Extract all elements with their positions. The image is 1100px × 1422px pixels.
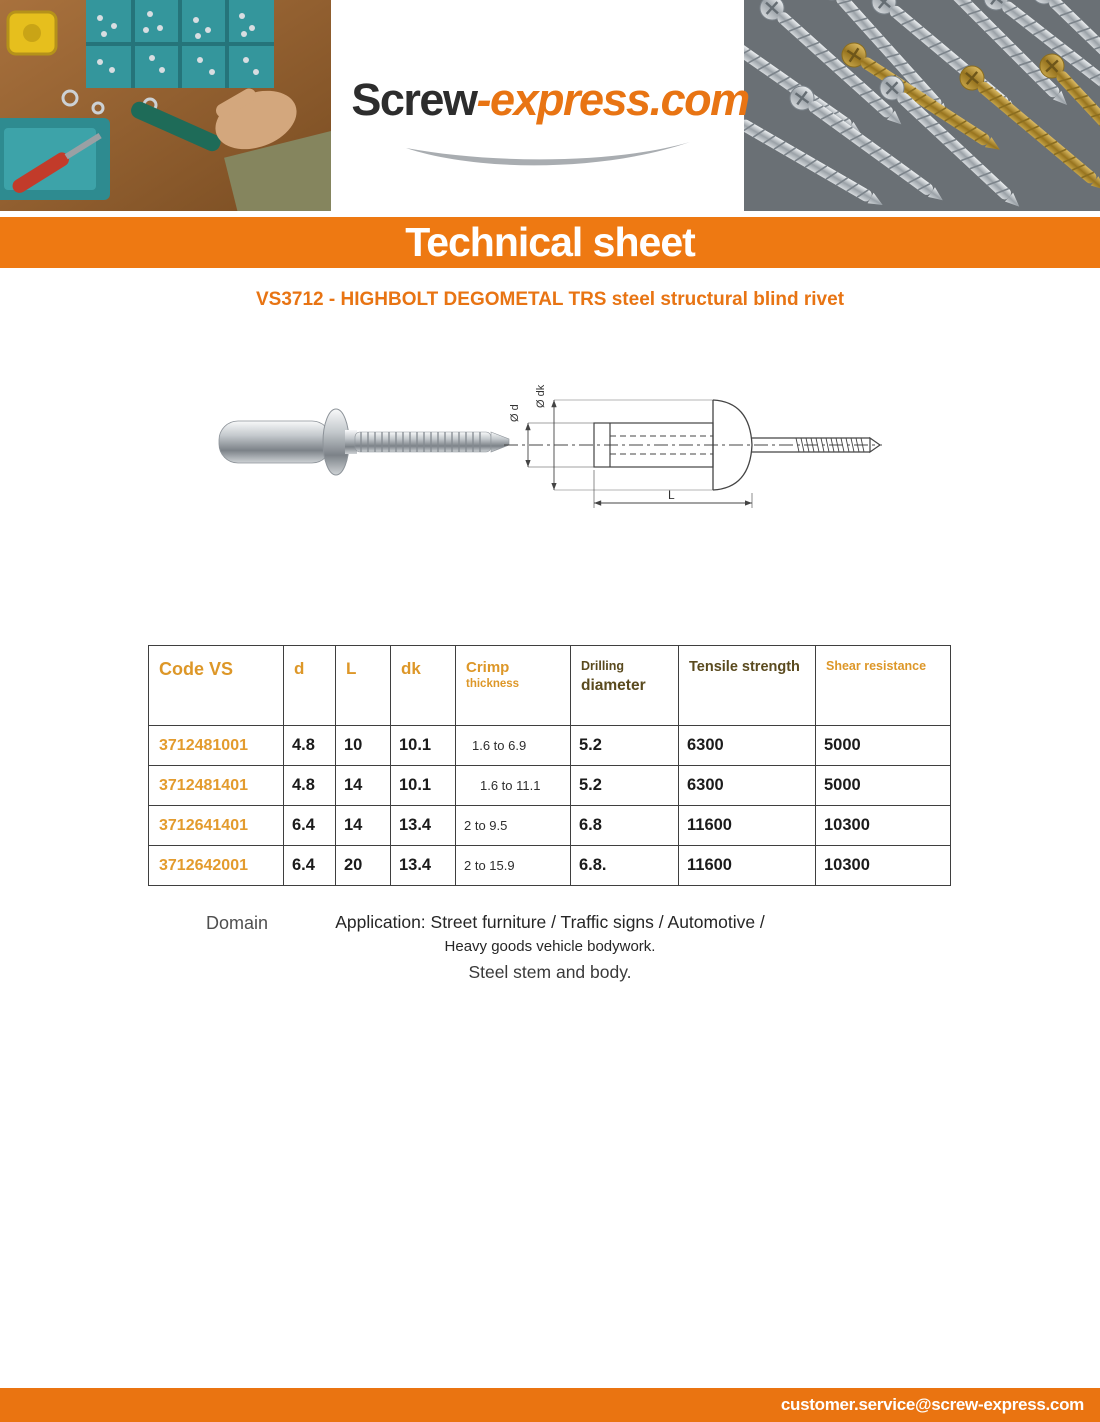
cell-crimp: 2 to 9.5: [456, 806, 571, 846]
cell-code: 3712641401: [149, 806, 284, 846]
table-row: [149, 846, 951, 886]
logo-text-dark: Screw: [351, 74, 477, 125]
cell-shear: 10300: [816, 846, 951, 886]
cell-L: 14: [336, 766, 391, 806]
cell-drill: 6.8.: [571, 846, 679, 886]
col-header-d: d: [284, 646, 336, 726]
application-line-1: Application: Street furniture / Traffic signs / Automotive /: [335, 912, 765, 932]
table-row: [149, 726, 951, 766]
col-header-shear-resistance: Shear resistance: [816, 646, 951, 726]
logo-text-orange: -express.com: [476, 74, 749, 125]
notes-section: [0, 908, 1100, 983]
cell-L: 14: [336, 806, 391, 846]
cell-tensile: 6300: [679, 766, 816, 806]
cell-code: 3712642001: [149, 846, 284, 886]
cell-drill: 5.2: [571, 726, 679, 766]
cell-crimp: 1.6 to 6.9: [456, 726, 571, 766]
page-title: VS3712 - HIGHBOLT DEGOMETAL TRS steel structural blind rivet: [255, 289, 845, 310]
table-header-row: [149, 646, 951, 726]
cell-L: 10: [336, 726, 391, 766]
screws-photo: [744, 0, 1100, 211]
workbench-photo: [0, 0, 331, 211]
rivet-photo: [205, 388, 515, 508]
cell-tensile: 11600: [679, 846, 816, 886]
cell-dk: 13.4: [391, 806, 456, 846]
cell-drill: 6.8: [571, 806, 679, 846]
col-header-drilling-diameter: Drilling diameter: [571, 646, 679, 726]
application-line-2: Heavy goods vehicle bodywork.: [444, 938, 656, 955]
banner-technical-sheet: Technical sheet: [0, 217, 1100, 268]
cell-d: 6.4: [284, 806, 336, 846]
col-header-L: L: [336, 646, 391, 726]
customer-service-email[interactable]: customer.service@screw-express.com: [780, 1395, 1084, 1414]
domain-label: Domain: [206, 913, 269, 933]
cell-shear: 5000: [816, 766, 951, 806]
cell-d: 6.4: [284, 846, 336, 886]
cell-dk: 10.1: [391, 726, 456, 766]
dim-label-L: L: [668, 488, 675, 502]
material-line: Steel stem and body.: [468, 962, 632, 982]
rivet-technical-drawing: [498, 350, 888, 520]
cell-crimp: 1.6 to 11.1: [456, 766, 571, 806]
dim-label-dk: Ø dk: [535, 384, 547, 408]
cell-crimp: 2 to 15.9: [456, 846, 571, 886]
site-logo: [335, 74, 765, 126]
col-header-crimp-thickness: Crimp thickness: [456, 646, 571, 726]
cell-shear: 10300: [816, 806, 951, 846]
footer-bar: [0, 1388, 1100, 1422]
table-row: [149, 806, 951, 846]
cell-drill: 5.2: [571, 766, 679, 806]
cell-L: 20: [336, 846, 391, 886]
dim-label-d: Ø d: [509, 404, 521, 422]
table-row: [149, 766, 951, 806]
col-header-tensile-strength: Tensile strength: [679, 646, 816, 726]
spec-table: [148, 645, 951, 886]
col-header-code: Code VS: [149, 646, 284, 726]
cell-shear: 5000: [816, 726, 951, 766]
cell-dk: 10.1: [391, 766, 456, 806]
logo-swoosh: [398, 140, 698, 172]
cell-tensile: 11600: [679, 806, 816, 846]
cell-d: 4.8: [284, 726, 336, 766]
col-header-dk: dk: [391, 646, 456, 726]
screw-organizer-box: [86, 0, 274, 88]
cell-code: 3712481001: [149, 726, 284, 766]
cell-d: 4.8: [284, 766, 336, 806]
cell-dk: 13.4: [391, 846, 456, 886]
cell-code: 3712481401: [149, 766, 284, 806]
cell-tensile: 6300: [679, 726, 816, 766]
